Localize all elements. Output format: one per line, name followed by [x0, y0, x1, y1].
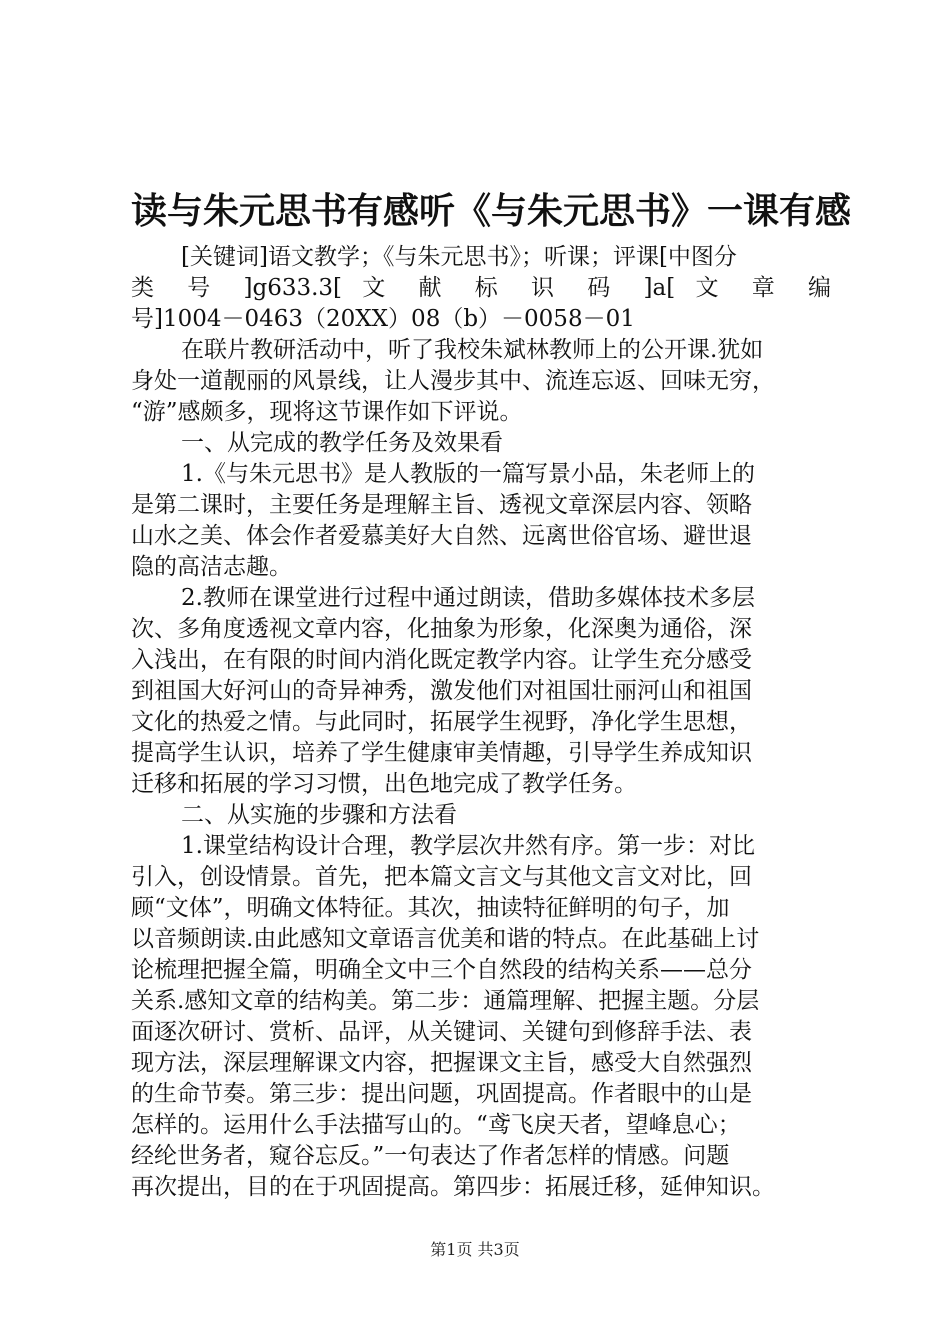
paragraph-line: 山水之美、体会作者爱慕美好大自然、远离世俗官场、避世退 [131, 523, 752, 549]
paragraph-line: 再次提出，目的在于巩固提高。第四步：拓展迁移，延伸知识。 [131, 1174, 775, 1200]
section-heading: 二、从实施的步骤和方法看 [181, 802, 457, 828]
paragraph-line: 1.课堂结构设计合理，教学层次井然有序。第一步：对比 [181, 833, 755, 859]
paragraph-line: 论梳理把握全篇，明确全文中三个自然段的结构关系——总分 [131, 957, 752, 983]
document-page [131, 180, 852, 1203]
paragraph-line: 次、多角度透视文章内容，化抽象为形象，化深奥为通俗，深 [131, 616, 752, 642]
section-heading: 一、从完成的教学任务及效果看 [181, 430, 503, 456]
paragraph-line: 在联片教研活动中，听了我校朱斌林教师上的公开课.犹如 [181, 337, 764, 363]
article-number-line: 号]1004－0463（20XX）08（b）－0058－01 [131, 306, 635, 332]
paragraph-line: 的生命节奏。第三步：提出问题，巩固提高。作者眼中的山是 [131, 1081, 752, 1107]
paragraph-line: 入浅出，在有限的时间内消化既定教学内容。让学生充分感受 [131, 647, 752, 673]
paragraph-line: 面逐次研讨、赏析、品评，从关键词、关键句到修辞手法、表 [131, 1019, 752, 1045]
paragraph-line: 提高学生认识，培养了学生健康审美情趣，引导学生养成知识 [131, 740, 752, 766]
paragraph-line: 现方法，深层理解课文内容，把握课文主旨，感受大自然强烈 [131, 1050, 752, 1076]
paragraph-line: 关系.感知文章的结构美。第二步：通篇理解、把握主题。分层 [131, 988, 760, 1014]
paragraph-line: 身处一道靓丽的风景线，让人漫步其中、流连忘返、回味无穷， [131, 368, 775, 394]
paragraph-line: 引入，创设情景。首先，把本篇文言文与其他文言文对比，回 [131, 864, 752, 890]
document-body [131, 242, 831, 1203]
paragraph-line: 2.教师在课堂进行过程中通过朗读，借助多媒体技术多层 [181, 585, 755, 611]
paragraph-line: 是第二课时，主要任务是理解主旨、透视文章深层内容、领略 [131, 492, 752, 518]
document-title: 读与朱元思书有感听《与朱元思书》一课有感 [131, 190, 852, 232]
page-footer [0, 1240, 950, 1260]
paragraph-line: 怎样的。运用什么手法描写山的。“鸢飞戾天者，望峰息心； [131, 1112, 741, 1138]
keywords-line: [关键词]语文教学；《与朱元思书》；听课；评课[中图分 [181, 244, 737, 270]
paragraph-line: 文化的热爱之情。与此同时，拓展学生视野，净化学生思想， [131, 709, 752, 735]
paragraph-line: 以音频朗读.由此感知文章语言优美和谐的特点。在此基础上讨 [131, 926, 760, 952]
paragraph-line: “游”感颇多，现将这节课作如下评说。 [131, 399, 523, 425]
paragraph-line: 1.《与朱元思书》是人教版的一篇写景小品，朱老师上的 [181, 461, 755, 487]
classification-line: 类 号 ]g633.3[ 文 献 标 识 码 ]a[ 文 章 编 [131, 275, 831, 301]
paragraph-line: 顾“文体”，明确文体特征。其次，抽读特征鲜明的句子，加 [131, 895, 730, 921]
paragraph-line: 迁移和拓展的学习习惯，出色地完成了教学任务。 [131, 771, 637, 797]
paragraph-line: 到祖国大好河山的奇异神秀，激发他们对祖国壮丽河山和祖国 [131, 678, 752, 704]
page-number: 第1页 共3页 [430, 1240, 520, 1259]
paragraph-line: 隐的高洁志趣。 [131, 554, 292, 580]
paragraph-line: 经纶世务者，窥谷忘反。”一句表达了作者怎样的情感。问题 [131, 1143, 730, 1169]
